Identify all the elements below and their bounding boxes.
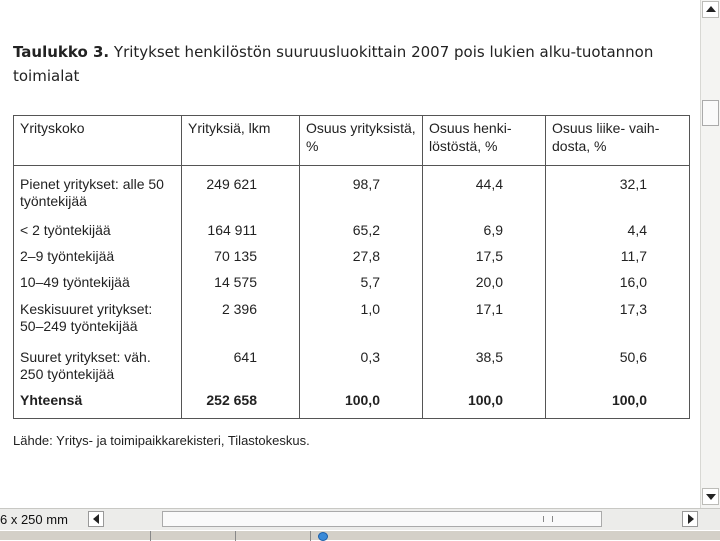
caption-text: Yritykset henkilöstön suuruusluokittain 2007 pois lukien alku-tuotannon toimialat <box>13 43 654 85</box>
cell-share-companies: 1,0 <box>300 295 423 345</box>
cell-share-staff: 44,4 <box>423 166 546 211</box>
header-share-staff: Osuus henki-löstöstä, % <box>423 116 546 166</box>
cell-share-companies: 27,8 <box>300 243 423 269</box>
cell-count: 2 396 <box>182 295 300 345</box>
cell-share-turnover: 50,6 <box>546 345 690 389</box>
cell-share-turnover: 16,0 <box>546 269 690 295</box>
row-label: < 2 työntekijää <box>14 210 182 243</box>
scroll-right-button[interactable] <box>682 511 698 527</box>
arrow-left-icon <box>93 514 99 524</box>
cell-count: 249 621 <box>182 166 300 211</box>
table-row <box>14 269 690 295</box>
cell-share-companies: 5,7 <box>300 269 423 295</box>
cell-share-turnover: 11,7 <box>546 243 690 269</box>
header-share-turnover: Osuus liike- vaih-dosta, % <box>546 116 690 166</box>
source-note: Lähde: Yritys- ja toimipaikkarekisteri, Tilastokeskus. <box>13 433 310 448</box>
header-company-count: Yrityksiä, lkm <box>182 116 300 166</box>
cell-share-companies: 0,3 <box>300 345 423 389</box>
page-size-label: 6 x 250 mm <box>0 512 68 527</box>
row-label: Pienet yritykset: alle 50 työntekijää <box>14 166 182 211</box>
row-label: Keskisuuret yritykset: 50–249 työntekijää <box>14 295 182 345</box>
cell-share-turnover: 4,4 <box>546 210 690 243</box>
horizontal-scroll-thumb[interactable] <box>162 511 602 527</box>
cell-count: 14 575 <box>182 269 300 295</box>
header-company-size: Yrityskoko <box>14 116 182 166</box>
total-share-turnover: 100,0 <box>546 389 690 419</box>
vertical-scrollbar[interactable] <box>700 0 720 508</box>
taskbar <box>0 530 720 540</box>
arrow-down-icon <box>706 494 716 500</box>
cell-share-staff: 6,9 <box>423 210 546 243</box>
arrow-right-icon <box>688 514 694 524</box>
cell-share-turnover: 17,3 <box>546 295 690 345</box>
row-label: 10–49 työntekijää <box>14 269 182 295</box>
caption-label: Taulukko 3. <box>13 43 110 61</box>
cell-share-companies: 98,7 <box>300 166 423 211</box>
table-row <box>14 345 690 389</box>
cell-share-staff: 17,5 <box>423 243 546 269</box>
table-caption <box>13 40 683 88</box>
header-share-companies: Osuus yrityksistä, % <box>300 116 423 166</box>
cell-share-staff: 38,5 <box>423 345 546 389</box>
cell-count: 70 135 <box>182 243 300 269</box>
table-row <box>14 210 690 243</box>
cell-share-turnover: 32,1 <box>546 166 690 211</box>
row-label: Suuret yritykset: väh. 250 työntekijää <box>14 345 182 389</box>
cell-share-companies: 65,2 <box>300 210 423 243</box>
cell-share-staff: 20,0 <box>423 269 546 295</box>
scroll-down-button[interactable] <box>702 488 719 505</box>
arrow-up-icon <box>706 6 716 12</box>
vertical-scroll-thumb[interactable] <box>702 100 719 126</box>
table-total-row <box>14 389 690 419</box>
total-label: Yhteensä <box>14 389 182 419</box>
total-share-staff: 100,0 <box>423 389 546 419</box>
row-label: 2–9 työntekijää <box>14 243 182 269</box>
scroll-up-button[interactable] <box>702 1 719 18</box>
cell-count: 164 911 <box>182 210 300 243</box>
grip-icon <box>543 516 553 522</box>
table-row <box>14 243 690 269</box>
scroll-left-button[interactable] <box>88 511 104 527</box>
cell-count: 641 <box>182 345 300 389</box>
cell-share-staff: 17,1 <box>423 295 546 345</box>
table-header-row <box>14 116 690 166</box>
statistics-table <box>13 115 690 419</box>
table-row <box>14 295 690 345</box>
total-share-companies: 100,0 <box>300 389 423 419</box>
status-bar <box>0 508 720 530</box>
table-row <box>14 166 690 211</box>
total-count: 252 658 <box>182 389 300 419</box>
